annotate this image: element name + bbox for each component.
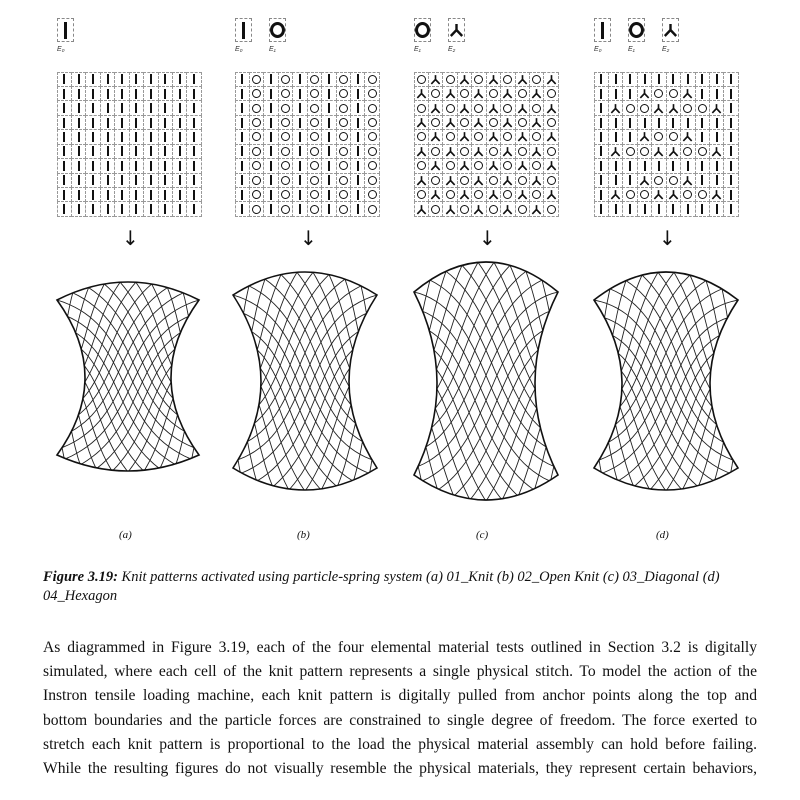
mesh-strand [594, 421, 601, 473]
mesh-strand [651, 355, 736, 489]
panel-sublabel: (d) [656, 529, 669, 541]
body-line: Instron tensile loading machine, each knit pattern is digitally pulled from anchor points along the top and [43, 687, 757, 705]
legend-label: E₂ [662, 46, 670, 53]
mesh-strand [715, 409, 731, 480]
panel-sublabel: (a) [119, 529, 132, 541]
down-arrow-icon: ↓ [479, 226, 496, 250]
legend-label: E₁ [414, 46, 421, 53]
mesh-strand [570, 329, 714, 481]
body-line: bottom boundaries and the particle forces are constrained to single degree of freedom. The force exerted to [43, 711, 757, 729]
body-line: As diagrammed in Figure 3.19, each of the four elemental material tests outlined in Section 3.2 is digitally [43, 639, 757, 656]
body-paragraph [43, 636, 757, 781]
body-line: While the resulting figures do not visually resemble the physical materials, they represent certain behaviors, [43, 760, 757, 778]
legend-label: E₁ [628, 46, 635, 53]
down-arrow-icon: ↓ [122, 226, 139, 250]
legend-label: E₁ [269, 46, 276, 53]
panel-sublabel: (b) [297, 529, 310, 541]
down-arrow-icon: ↓ [300, 226, 317, 250]
caption-text: Knit patterns activated using particle-spring system (a) 01_Knit (b) 02_Open Knit (c) 03_Diagonal (d) 04_Hexagon [43, 569, 720, 604]
body-line: stretch each knit pattern is proportional to the load the physical material assembly can hold before failing. [43, 735, 757, 753]
caption-label: Figure 3.19: [43, 569, 118, 585]
body-line: simulated, where each cell of the knit pattern represents a single physical stitch. To model the action of the [43, 663, 757, 681]
mesh-strand [602, 368, 665, 490]
down-arrow-icon: ↓ [659, 226, 676, 250]
mesh-strand [731, 421, 738, 473]
legend-label: E₀ [235, 46, 243, 53]
mesh-strand [619, 329, 763, 481]
mesh-strand [596, 355, 681, 489]
legend-label: E₂ [448, 46, 456, 53]
mesh-strand [602, 409, 618, 480]
legend-label: E₀ [594, 46, 602, 53]
mesh-strand [590, 300, 594, 346]
panel-sublabel: (c) [476, 529, 489, 541]
mesh-strand [738, 300, 742, 346]
mesh-strand [754, 314, 755, 335]
legend-label: E₀ [57, 46, 65, 53]
mesh-outline [594, 272, 738, 490]
mesh-strand [667, 368, 730, 490]
mesh-strand [577, 314, 578, 335]
figure-caption [43, 568, 763, 606]
